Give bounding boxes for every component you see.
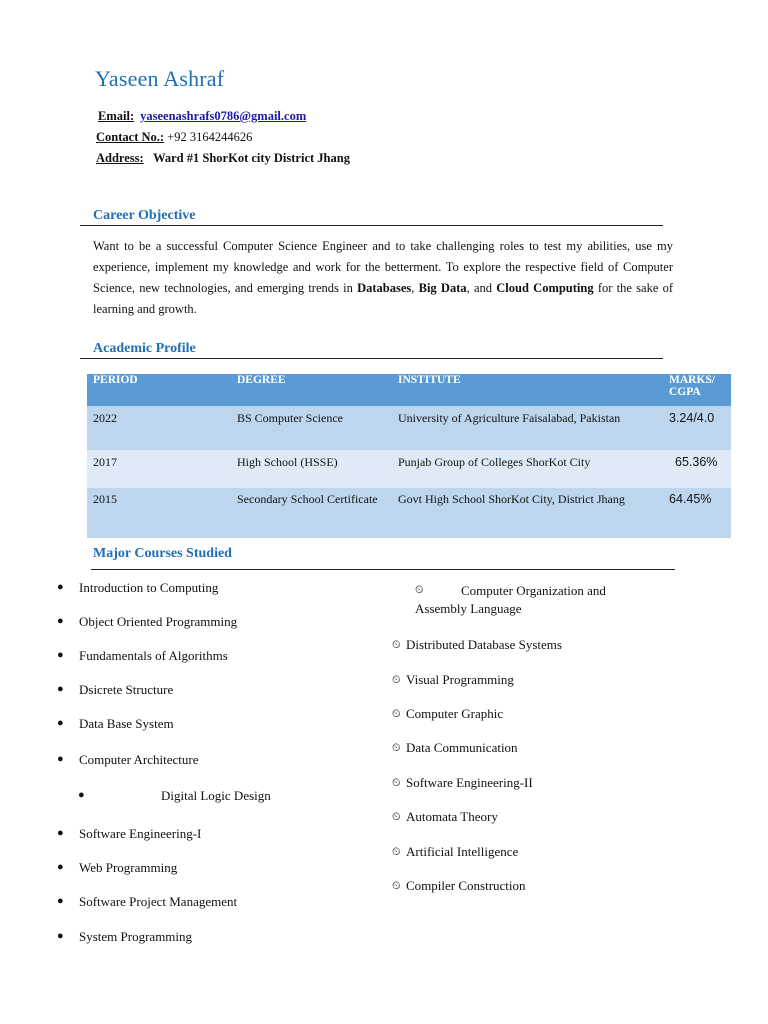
- course-item: Dsicrete Structure: [79, 682, 174, 697]
- keyword-big-data: Big Data: [418, 281, 467, 295]
- cell-period: 2022: [87, 406, 231, 450]
- bullet-icon: ●: [57, 895, 64, 907]
- bullet-icon: ●: [57, 753, 64, 765]
- career-divider: [80, 225, 663, 226]
- bullet-icon: ●: [57, 649, 64, 661]
- cell-period: 2015: [87, 488, 231, 538]
- course-item: Computer Graphic: [406, 706, 504, 721]
- courses-divider: [91, 569, 675, 570]
- academic-divider: [80, 358, 663, 359]
- cell-institute: Govt High School ShorKot City, District Jhang: [392, 488, 663, 538]
- course-item: Fundamentals of Algorithms: [79, 648, 228, 663]
- course-item: Software Engineering-II: [406, 775, 533, 790]
- keyword-cloud-computing: Cloud Computing: [496, 281, 594, 295]
- email-line: [98, 109, 306, 124]
- bullet-icon: ●: [57, 683, 64, 695]
- course-item: Data Base System: [79, 716, 174, 731]
- header-period: PERIOD: [87, 374, 231, 406]
- course-item: Introduction to Computing: [79, 580, 219, 595]
- bullet-icon: ●: [78, 789, 85, 801]
- keyword-databases: Databases: [357, 281, 412, 295]
- cell-institute: Punjab Group of Colleges ShorKot City: [392, 450, 663, 488]
- major-courses-title: Major Courses Studied: [93, 546, 232, 561]
- career-objective-text: [93, 236, 673, 320]
- course-item: Data Communication: [406, 740, 518, 755]
- cell-period: 2017: [87, 450, 231, 488]
- career-separator: , and: [466, 281, 497, 295]
- address-value: Ward #1 ShorKot city District Jhang: [153, 151, 350, 165]
- contact-value: +92 3164244626: [167, 130, 253, 144]
- course-item: Object Oriented Programming: [79, 614, 238, 629]
- clock-icon: ⏲: [392, 845, 401, 858]
- header-degree: DEGREE: [231, 374, 392, 406]
- cell-degree: BS Computer Science: [231, 406, 392, 450]
- career-separator: ,: [411, 281, 419, 295]
- clock-icon: ⏲: [415, 583, 424, 596]
- header-institute: INSTITUTE: [392, 374, 663, 406]
- clock-icon: ⏲: [392, 707, 401, 720]
- course-item: Distributed Database Systems: [406, 637, 562, 652]
- academic-profile-title: Academic Profile: [93, 341, 196, 356]
- cell-marks: 3.24/4.0: [663, 406, 731, 450]
- course-item: Digital Logic Design: [161, 788, 271, 803]
- course-item: System Programming: [79, 929, 193, 944]
- course-item: Visual Programming: [406, 672, 514, 687]
- course-item: Software Project Management: [79, 894, 238, 909]
- career-objective-title: Career Objective: [93, 208, 196, 223]
- clock-icon: ⏲: [392, 741, 401, 754]
- table-header-row: [87, 374, 731, 406]
- cell-institute: University of Agriculture Faisalabad, Pakistan: [392, 406, 663, 450]
- email-label: Email:: [98, 109, 135, 123]
- header-marks: MARKS/ CGPA: [663, 374, 731, 406]
- bullet-icon: ●: [57, 827, 64, 839]
- contact-line: [96, 130, 252, 145]
- contact-label: Contact No.:: [96, 130, 165, 144]
- address-line: [96, 151, 350, 166]
- table-row: [87, 450, 731, 488]
- cell-degree: High School (HSSE): [231, 450, 392, 488]
- clock-icon: ⏲: [392, 673, 401, 686]
- clock-icon: ⏲: [392, 810, 401, 823]
- bullet-icon: ●: [57, 581, 64, 593]
- clock-icon: ⏲: [392, 879, 401, 892]
- address-label: Address:: [96, 151, 144, 165]
- clock-icon: ⏲: [392, 776, 401, 789]
- academic-table: [87, 374, 731, 538]
- course-item: Automata Theory: [406, 809, 498, 824]
- career-text-part: for the sake of learning and growth.: [93, 281, 674, 316]
- course-item: Compiler Construction: [406, 878, 526, 893]
- bullet-icon: ●: [57, 930, 64, 942]
- cell-marks: 64.45%: [663, 488, 731, 538]
- course-item: Computer Organization and Assembly Language: [415, 583, 606, 616]
- bullet-icon: ●: [57, 861, 64, 873]
- table-row: [87, 406, 731, 450]
- email-link[interactable]: yaseenashrafs0786@gmail.com: [140, 109, 307, 123]
- clock-icon: ⏲: [392, 638, 401, 651]
- course-item: Artificial Intelligence: [406, 844, 519, 859]
- course-item: Computer Architecture: [79, 752, 199, 767]
- cell-marks: 65.36%: [663, 450, 731, 488]
- career-text-part: Want to be a successful Computer Science Engineer and to take challenging roles to test my abilities, use my experience, implement my knowledge and work for the betterment. To explore the respective field of Computer Science, new technologies, and emerging trends in: [93, 239, 673, 295]
- table-row: [87, 488, 731, 538]
- candidate-name: Yaseen Ashraf: [95, 66, 225, 91]
- bullet-icon: ●: [57, 717, 64, 729]
- cell-degree: Secondary School Certificate: [231, 488, 392, 538]
- course-item: Web Programming: [79, 860, 178, 875]
- course-item: Software Engineering-I: [79, 826, 202, 841]
- bullet-icon: ●: [57, 615, 64, 627]
